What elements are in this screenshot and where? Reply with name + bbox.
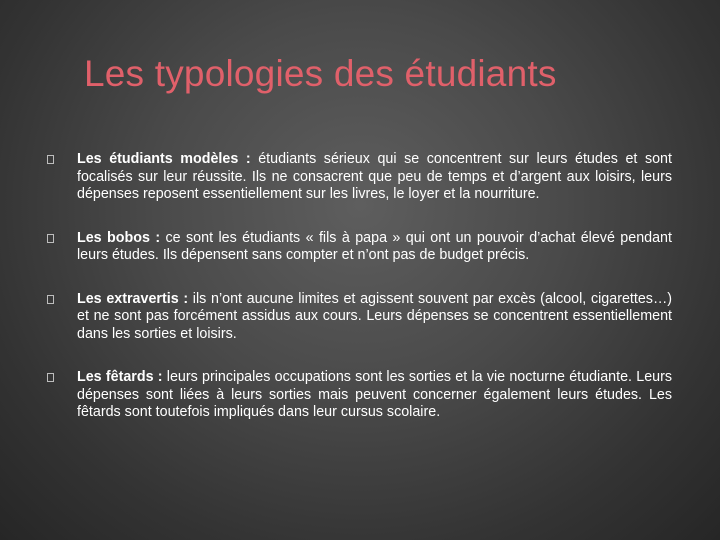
bullet-text: leurs principales occupations sont les sorties et la vie nocturne étudiante. Leurs dépenses sont liées à leurs sorties mais peuvent concerner également leurs études. Les fêtards sont toutefois impliqués dans leur cursus scolaire. — [77, 369, 673, 420]
bullet-term: Les extravertis : — [77, 290, 189, 307]
bullet-list — [47, 151, 672, 448]
bullet-text: étudiants sérieux qui se concentrent sur leurs études et sont focalisés sur leur réussite. Ils ne consacrent que peu de temps et d’argent aux loisirs, leurs dépenses reposent essentiellement sur les livres, le loyer et la nourriture. — [77, 151, 672, 202]
square-bullet-icon — [47, 373, 54, 382]
square-bullet-icon — [47, 155, 54, 164]
bullet-text: ils n’ont aucune limites et agissent souvent par excès (alcool, cigarettes…) et ne sont pas forcément assidus aux cours. Leurs dépenses se concentrent essentiellement dans les sorties et loisirs. — [77, 290, 673, 342]
bullet-item-extravertis — [47, 291, 672, 344]
square-bullet-icon — [47, 295, 54, 304]
bullet-term: Les fêtards : — [77, 369, 163, 385]
slide-title: Les typologies des étudiants — [84, 53, 557, 94]
bullet-term: Les bobos : — [77, 229, 161, 246]
bullet-term: Les étudiants modèles : — [77, 151, 251, 167]
bullet-item-bobos — [47, 230, 672, 265]
bullet-item-etudiants-modeles — [47, 151, 672, 204]
bullet-item-fetards — [47, 369, 672, 422]
square-bullet-icon — [47, 234, 54, 243]
bullet-text: ce sont les étudiants « fils à papa » qui ont un pouvoir d’achat élevé pendant leurs études. Ils dépensent sans compter et n’ont pas de budget précis. — [77, 229, 672, 263]
